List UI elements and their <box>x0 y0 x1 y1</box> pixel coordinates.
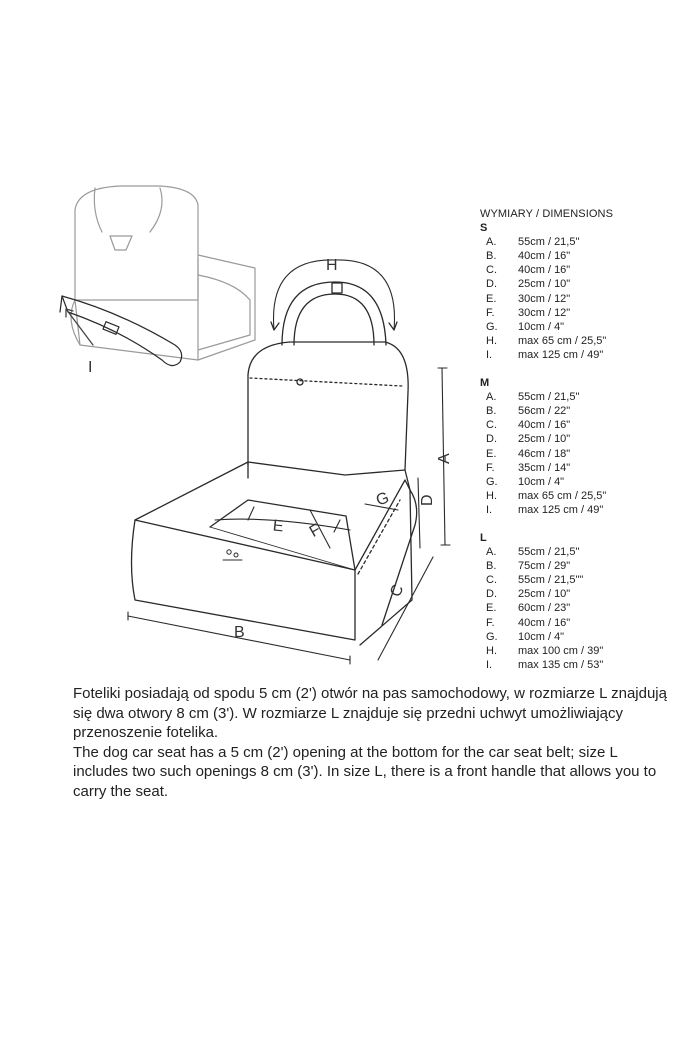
label-c: C <box>387 581 408 600</box>
dimension-value: 25cm / 10" <box>518 588 571 601</box>
dimension-row <box>480 587 695 601</box>
dimension-letter: A. <box>486 391 497 404</box>
dimension-row <box>480 404 695 418</box>
dimension-value: max 65 cm / 25,5" <box>518 489 607 502</box>
dimension-value: 40cm / 16" <box>518 264 571 277</box>
dimension-value: 10cm / 4" <box>518 320 565 333</box>
label-a: A <box>436 453 453 464</box>
dimension-letter: B. <box>486 250 497 263</box>
dimension-value: 56cm / 22" <box>518 405 571 418</box>
dimension-row <box>480 277 695 291</box>
dimension-value: max 125 cm / 49" <box>518 503 604 516</box>
size-group-s <box>480 221 695 362</box>
rear-view-drawing <box>60 186 255 366</box>
dimension-row <box>480 390 695 404</box>
dimension-row <box>480 235 695 249</box>
dimension-letter: D. <box>486 433 497 446</box>
dimension-row <box>480 616 695 630</box>
size-name: S <box>480 222 488 235</box>
dimension-row <box>480 292 695 306</box>
description <box>73 684 673 801</box>
brand-logo <box>218 548 244 562</box>
dimension-row <box>480 418 695 432</box>
dimension-letter: H. <box>486 334 497 347</box>
dimension-value: 10cm / 4" <box>518 630 565 643</box>
dimension-letter: E. <box>486 602 497 615</box>
dimension-letter: A. <box>486 236 497 249</box>
dimension-letter: G. <box>486 475 498 488</box>
dimension-row <box>480 658 695 672</box>
dimension-value: 30cm / 12" <box>518 292 571 305</box>
description-english: The dog car seat has a 5 cm (2') opening at the bottom for the car seat belt; size L includes two such openings 8 cm (3'). In size L, there is a front handle that allows you to carry the seat. <box>73 743 657 800</box>
dimension-letter: H. <box>486 489 497 502</box>
dimension-value: 55cm / 21,5" <box>518 391 580 404</box>
label-g: G <box>373 489 392 510</box>
dimension-value: 25cm / 10" <box>518 278 571 291</box>
dimension-row <box>480 559 695 573</box>
dimension-row <box>480 503 695 517</box>
dimension-value: 55cm / 21,5" <box>518 236 580 249</box>
dimension-letter: D. <box>486 588 497 601</box>
dimension-row <box>480 348 695 362</box>
dimension-letter: G. <box>486 630 498 643</box>
label-h: H <box>326 257 338 274</box>
dimension-letter: H. <box>486 644 497 657</box>
dimension-row <box>480 263 695 277</box>
dimension-value: 75cm / 29" <box>518 560 571 573</box>
dimension-value: 60cm / 23" <box>518 602 571 615</box>
description-polish: Foteliki posiadają od spodu 5 cm (2') otwór na pas samochodowy, w rozmiarze L znajdują się dwa otwory 8 cm (3'). W rozmiarze L znajduje się przedni uchwyt umożliwiający przenoszenie fotelika. <box>73 685 667 741</box>
dimension-letter: C. <box>486 264 497 277</box>
size-name: L <box>480 531 487 544</box>
dimension-value: 40cm / 16" <box>518 419 571 432</box>
dimension-row <box>480 249 695 263</box>
dimension-row <box>480 432 695 446</box>
dimension-row <box>480 630 695 644</box>
label-i: I <box>88 359 93 376</box>
dimension-value: 40cm / 16" <box>518 616 571 629</box>
label-b: B <box>234 624 245 641</box>
dimension-letter: E. <box>486 292 497 305</box>
dimensions-title: WYMIARY / DIMENSIONS <box>480 208 614 220</box>
dimension-row <box>480 644 695 658</box>
size-name: M <box>480 377 490 390</box>
dimension-value: 30cm / 12" <box>518 306 571 319</box>
size-group-l <box>480 531 695 672</box>
dimension-value: 40cm / 16" <box>518 250 571 263</box>
dimension-letter: B. <box>486 560 497 573</box>
dimension-value: 35cm / 14" <box>518 461 571 474</box>
dimension-letter: F. <box>486 306 495 319</box>
dimension-lines <box>128 368 450 664</box>
dimension-value: 46cm / 18" <box>518 447 571 460</box>
dimension-value: 10cm / 4" <box>518 475 565 488</box>
dimension-row <box>480 334 695 348</box>
dimension-row <box>480 447 695 461</box>
dimension-letter: I. <box>486 503 493 516</box>
dimension-row <box>480 489 695 503</box>
dimension-value: max 125 cm / 49" <box>518 348 604 361</box>
dimension-letter: G. <box>486 320 498 333</box>
dimension-row <box>480 601 695 615</box>
dimension-letter: C. <box>486 419 497 432</box>
car-seat-diagram <box>0 0 470 700</box>
dimension-row <box>480 306 695 320</box>
dimension-letter: I. <box>486 348 493 361</box>
dimension-value: max 135 cm / 53" <box>518 658 604 671</box>
dimension-letter: C. <box>486 574 497 587</box>
dimension-letter: B. <box>486 405 497 418</box>
dimension-letter: I. <box>486 658 493 671</box>
dimension-value: 55cm / 21,5"" <box>518 574 584 587</box>
dimension-letter: E. <box>486 447 497 460</box>
dimension-row <box>480 475 695 489</box>
dimension-value: 25cm / 10" <box>518 433 571 446</box>
dimensions-panel <box>480 207 695 672</box>
dimension-value: max 65 cm / 25,5" <box>518 334 607 347</box>
dimension-row <box>480 573 695 587</box>
label-f: F <box>306 521 324 541</box>
dimension-value: 55cm / 21,5" <box>518 546 580 559</box>
dimension-value: max 100 cm / 39" <box>518 644 604 657</box>
dimension-row <box>480 320 695 334</box>
dimension-letter: F. <box>486 461 495 474</box>
size-group-m <box>480 376 695 517</box>
dimension-letter: D. <box>486 278 497 291</box>
label-d: D <box>419 494 436 506</box>
dimension-letter: F. <box>486 616 495 629</box>
label-e: E <box>271 517 285 536</box>
dimension-letter: A. <box>486 546 497 559</box>
dimension-row <box>480 461 695 475</box>
dimension-row <box>480 545 695 559</box>
